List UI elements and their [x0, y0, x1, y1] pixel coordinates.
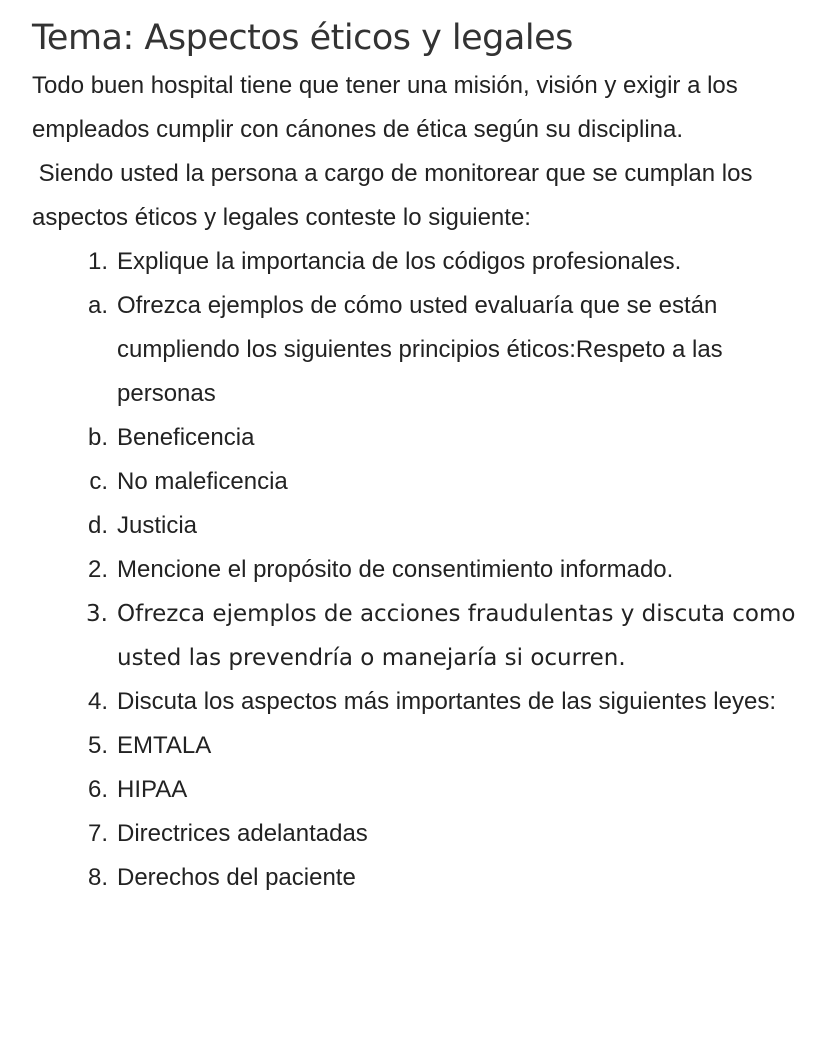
- list-item: [32, 592, 797, 680]
- item-number: 4.: [87, 688, 108, 715]
- item-text: Directrices adelantadas: [117, 820, 368, 847]
- intro-paragraph: Todo buen hospital tiene que tener una misión, visión y exigir a los empleados cumplir con cánones de ética según su disciplina.: [32, 72, 738, 143]
- item-text: Beneficencia: [117, 424, 255, 451]
- item-text: Ofrezca ejemplos de cómo usted evaluaría que se están cumpliendo los siguientes principios éticos:Respeto a las personas: [117, 292, 723, 407]
- list-item: [32, 548, 797, 592]
- item-text: Derechos del paciente: [117, 864, 356, 891]
- list-item: [32, 856, 797, 900]
- item-number: 3.: [86, 601, 108, 627]
- page-title: Tema: Aspectos éticos y legales: [32, 18, 573, 58]
- item-text: Explique la importancia de los códigos profesionales.: [117, 248, 682, 275]
- list-item: [32, 812, 797, 856]
- item-number: 1.: [87, 248, 108, 275]
- item-number: d.: [87, 512, 108, 539]
- list-item: [32, 284, 797, 416]
- item-text: EMTALA: [117, 732, 212, 759]
- list-item: [32, 504, 797, 548]
- list-item: [32, 460, 797, 504]
- item-number: 7.: [87, 820, 108, 847]
- item-text: Mencione el propósito de consentimiento informado.: [117, 556, 674, 583]
- item-number: 8.: [87, 864, 108, 891]
- item-number: 5.: [87, 732, 108, 759]
- item-number: 6.: [87, 776, 108, 803]
- list-item: [32, 768, 797, 812]
- item-text: No maleficencia: [117, 468, 288, 495]
- item-text: Ofrezca ejemplos de acciones fraudulentas y discuta como usted las prevendría o manejaría si ocurren.: [117, 601, 796, 671]
- instruction-paragraph: Siendo usted la persona a cargo de monitorear que se cumplan los aspectos éticos y legales conteste lo siguiente:: [32, 160, 753, 231]
- list-item: [32, 724, 797, 768]
- list-item: [32, 416, 797, 460]
- item-text: Justicia: [117, 512, 198, 539]
- item-text: Discuta los aspectos más importantes de las siguientes leyes:: [117, 688, 776, 715]
- item-number: b.: [87, 424, 108, 451]
- item-number: a.: [87, 292, 108, 319]
- item-number: c.: [89, 468, 108, 495]
- list-item: [32, 240, 797, 284]
- item-number: 2.: [87, 556, 108, 583]
- item-text: HIPAA: [117, 776, 188, 803]
- list-item: [32, 680, 797, 724]
- question-list: [32, 240, 828, 900]
